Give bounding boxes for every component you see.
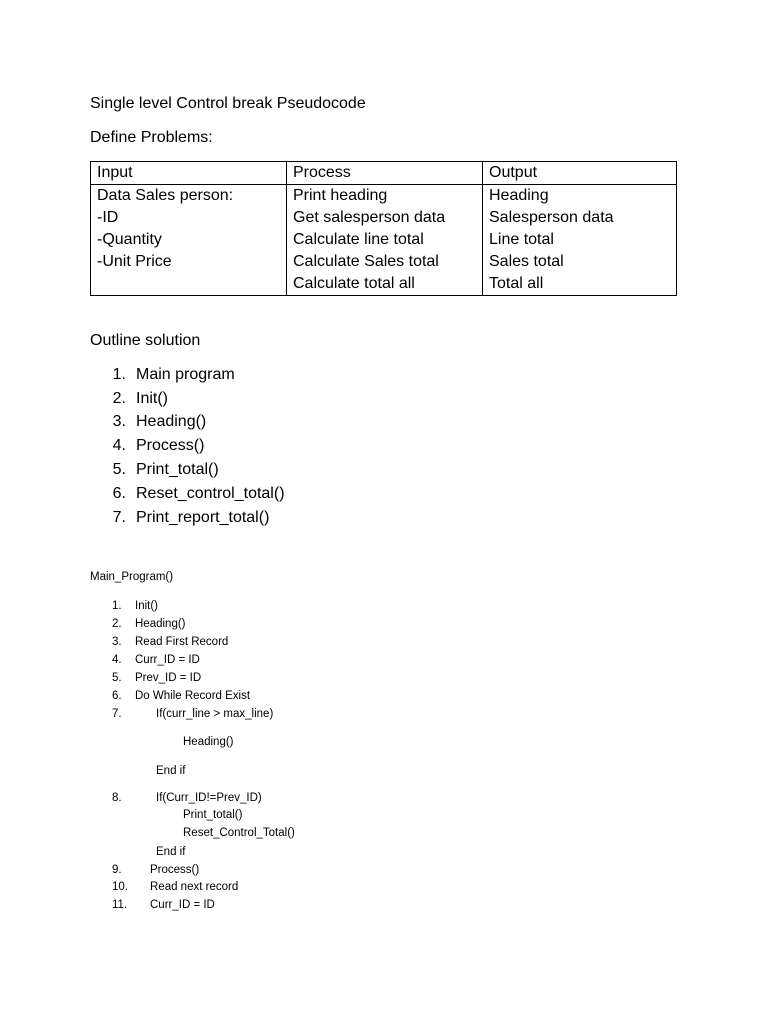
step-number: 4. [112, 654, 122, 666]
list-item-text: Process() [136, 437, 205, 454]
process-line: Calculate Sales total [293, 253, 439, 270]
define-problems-table [90, 161, 677, 296]
step-text: Print_total() [183, 809, 243, 821]
list-item-number: 2. [112, 390, 126, 407]
step-number: 5. [112, 672, 122, 684]
output-line: Sales total [489, 253, 564, 270]
step-text: End if [156, 765, 186, 777]
step-text: Prev_ID = ID [135, 672, 202, 684]
list-item-text: Print_total() [136, 461, 219, 478]
output-line: Line total [489, 231, 554, 248]
list-item-text: Reset_control_total() [136, 485, 285, 502]
step-text: Do While Record Exist [135, 690, 251, 702]
step-text: Read next record [150, 881, 239, 893]
process-line: Calculate total all [293, 275, 415, 292]
list-item-number: 7. [112, 509, 126, 526]
step-text: Process() [150, 864, 200, 876]
list-item-number: 5. [112, 461, 126, 478]
input-line: -ID [97, 209, 119, 226]
step-text: Reset_Control_Total() [183, 827, 295, 839]
table-header-row [91, 162, 677, 185]
step-number: 3. [112, 636, 122, 648]
main-program-label: Main_Program() [90, 571, 174, 583]
define-problems-label: Define Problems: [90, 129, 213, 146]
page-title: Single level Control break Pseudocode [90, 95, 366, 112]
outline-solution-label: Outline solution [90, 332, 201, 349]
step-number: 8. [112, 792, 122, 804]
list-item-number: 4. [112, 437, 126, 454]
list-item-number: 6. [112, 485, 126, 502]
step-text: Curr_ID = ID [150, 899, 215, 911]
output-line: Salesperson data [489, 209, 614, 226]
header-output: Output [483, 162, 677, 185]
step-text: Read First Record [135, 636, 229, 648]
step-number: 11. [112, 899, 128, 911]
input-line: -Quantity [97, 231, 162, 248]
list-item-number: 1. [112, 366, 126, 383]
step-text: If(curr_line > max_line) [156, 708, 274, 720]
step-text: End if [156, 846, 186, 858]
input-line: Data Sales person: [97, 187, 234, 204]
step-number: 10. [112, 881, 128, 893]
step-number: 1. [112, 600, 122, 612]
step-number: 2. [112, 618, 122, 630]
step-text: Heading() [135, 618, 186, 630]
step-text: Curr_ID = ID [135, 654, 200, 666]
input-cell [91, 185, 287, 296]
process-line: Calculate line total [293, 231, 424, 248]
header-process: Process [287, 162, 483, 185]
list-item-text: Init() [136, 390, 168, 407]
list-item-text: Print_report_total() [136, 509, 270, 526]
step-text: If(Curr_ID!=Prev_ID) [156, 792, 262, 804]
output-cell [483, 185, 677, 296]
list-item-text: Heading() [136, 413, 207, 430]
input-line: -Unit Price [97, 253, 172, 270]
process-line: Get salesperson data [293, 209, 446, 226]
list-item-text: Main program [136, 366, 235, 383]
process-cell [287, 185, 483, 296]
output-line: Total all [489, 275, 544, 292]
list-item-number: 3. [112, 413, 126, 430]
step-number: 7. [112, 708, 122, 720]
process-line: Print heading [293, 187, 388, 204]
step-text: Init() [135, 600, 158, 612]
step-number: 9. [112, 864, 122, 876]
header-input: Input [91, 162, 287, 185]
table-body-row [91, 185, 677, 296]
output-line: Heading [489, 187, 549, 204]
step-number: 6. [112, 690, 122, 702]
step-text: Heading() [183, 736, 234, 748]
